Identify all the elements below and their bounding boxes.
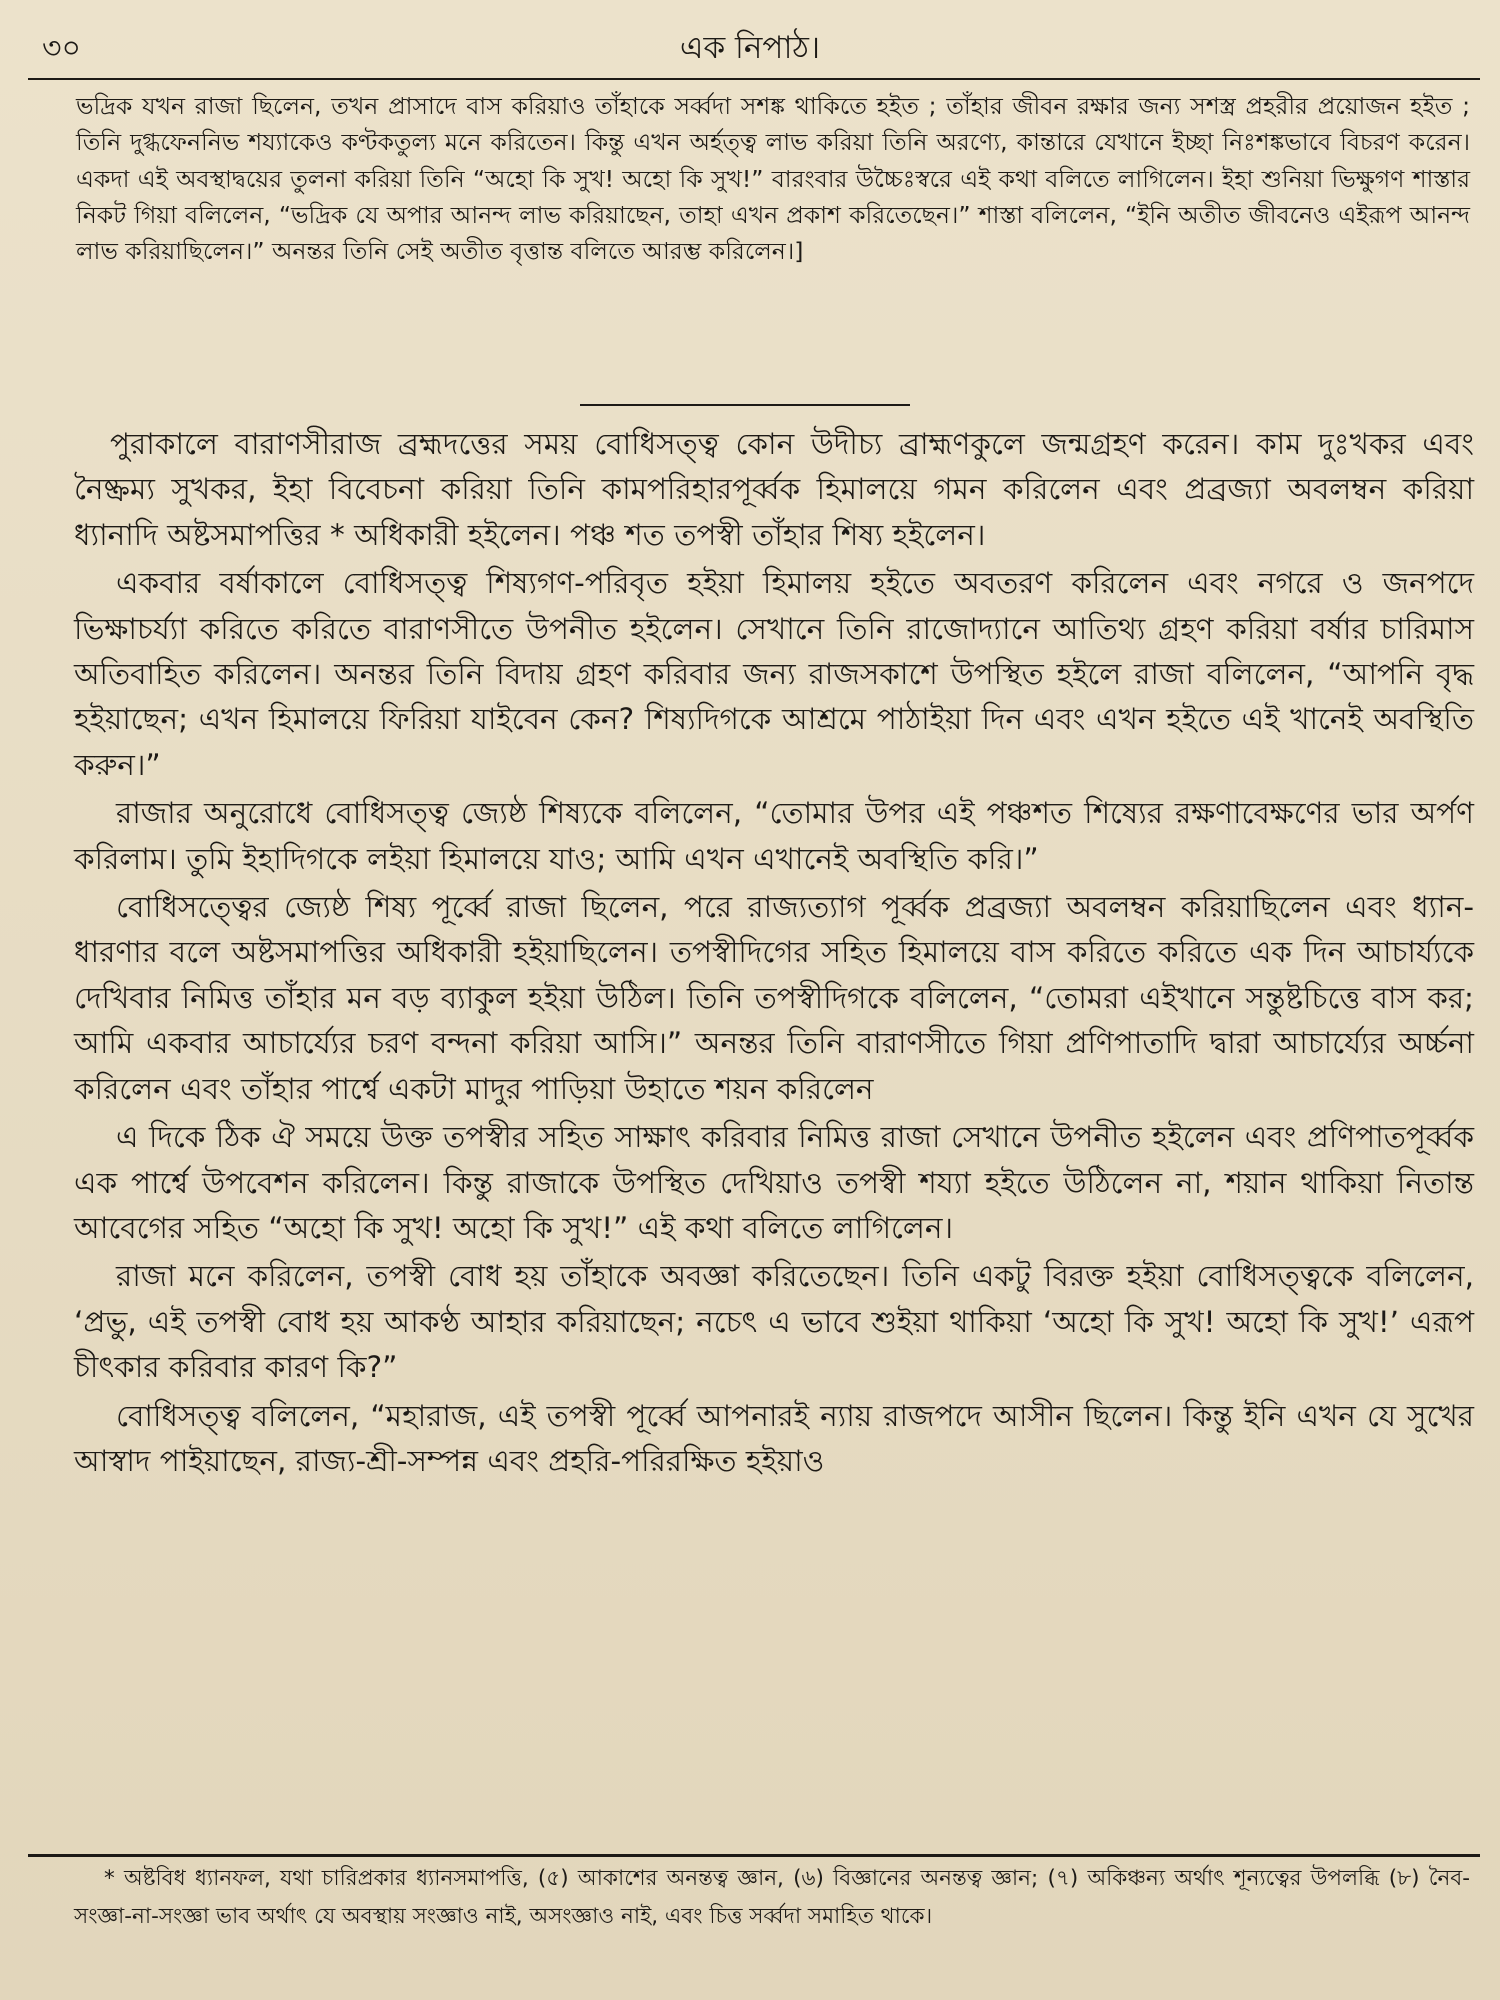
paragraph-4: বোধিসত্ত্বের জ্যেষ্ঠ শিষ্য পূর্ব্বে রাজা ছিলেন, পরে রাজ্যত্যাগ পূর্ব্বক প্রব্রজ্যা অবলম্বন করিয়াছিলেন এবং ধ্যান-ধারণার বলে অষ্টসমাপত্তির অধিকারী হইয়াছিলেন। তপস্বীদিগের সহিত হিমালয়ে বাস করিতে করিতে এক দিন আচার্য্যকে দেখিবার নিমিত্ত তাঁহার মন বড় ব্যাকুল হইয়া উঠিল। তিনি তপস্বীদিগকে বলিলেন, “তোমরা এইখানে সন্তুষ্টচিত্তে বাস কর; আমি একবার আচার্য্যের চরণ বন্দনা করিয়া আসি।” অনন্তর তিনি বারাণসীতে গিয়া প্রণিপাতাদি দ্বারা আচার্য্যের অর্চ্চনা করিলেন এবং তাঁহার পার্শ্বে একটা মাদুর পাড়িয়া উহাতে শয়ন করিলেন	[74, 890, 1474, 1106]
main-text	[74, 422, 1474, 1487]
page-number: ৩০	[42, 31, 82, 66]
header-rule	[28, 78, 1480, 80]
section-separator	[580, 404, 910, 406]
paragraph-6: রাজা মনে করিলেন, তপস্বী বোধ হয় তাঁহাকে অবজ্ঞা করিতেছেন। তিনি একটু বিরক্ত হইয়া বোধিসত্ত্বকে বলিলেন, ‘প্রভু, এই তপস্বী বোধ হয় আকণ্ঠ আহার করিয়াছেন; নচেৎ এ ভাবে শুইয়া থাকিয়া ‘অহো কি সুখ! অহো কি সুখ!’ এরূপ চীৎকার করিবার কারণ কি?”	[74, 1259, 1474, 1385]
running-title: এক নিপাঠ।	[679, 30, 821, 66]
paragraph-5: এ দিকে ঠিক ঐ সময়ে উক্ত তপস্বীর সহিত সাক্ষাৎ করিবার নিমিত্ত রাজা সেখানে উপনীত হইলেন এবং প্রণিপাতপূর্ব্বক এক পার্শ্বে উপবেশন করিলেন। কিন্তু রাজাকে উপস্থিত দেখিয়াও তপস্বী শয্যা হইতে উঠিলেন না, শয়ান থাকিয়া নিতান্ত আবেগের সহিত “অহো কি সুখ! অহো কি সুখ!” এই কথা বলিতে লাগিলেন।	[74, 1120, 1474, 1245]
paragraph-1: পুরাকালে বারাণসীরাজ ব্রহ্মদত্তের সময় বোধিসত্ত্ব কোন উদীচ্য ব্রাহ্মণকুলে জন্মগ্রহণ করেন। কাম দুঃখকর এবং নৈষ্ক্রম্য সুখকর, ইহা বিবেচনা করিয়া তিনি কামপরিহারপূর্ব্বক হিমালয়ে গমন করিলেন এবং প্রব্রজ্যা অবলম্বন করিয়া ধ্যানাদি অষ্টসমাপত্তির * অধিকারী হইলেন। পঞ্চ শত তপস্বী তাঁহার শিষ্য হইলেন।	[74, 427, 1474, 552]
paragraph-3: রাজার অনুরোধে বোধিসত্ত্ব জ্যেষ্ঠ শিষ্যকে বলিলেন, “তোমার উপর এই পঞ্চশত শিষ্যের রক্ষণাবেক্ষণের ভার অর্পণ করিলাম। তুমি ইহাদিগকে লইয়া হিমালয়ে যাও; আমি এখন এখানেই অবস্থিতি করি।”	[74, 796, 1474, 876]
intro-text: ভদ্রিক যখন রাজা ছিলেন, তখন প্রাসাদে বাস করিয়াও তাঁহাকে সর্ব্বদা সশঙ্ক থাকিতে হইত ; তাঁহার জীবন রক্ষার জন্য সশস্ত্র প্রহরীর প্রয়োজন হইত ; তিনি দুগ্ধফেননিভ শয্যাকেও কণ্টকতুল্য মনে করিতেন। কিন্তু এখন অর্হত্ত্ব লাভ করিয়া তিনি অরণ্যে, কান্তারে যেখানে ইচ্ছা নিঃশঙ্কভাবে বিচরণ করেন। একদা এই অবস্থাদ্বয়ের তুলনা করিয়া তিনি “অহো কি সুখ! অহো কি সুখ!” বারংবার উচ্চৈঃস্বরে এই কথা বলিতে লাগিলেন। ইহা শুনিয়া ভিক্ষুগণ শাস্তার নিকট গিয়া বলিলেন, “ভদ্রিক যে অপার আনন্দ লাভ করিয়াছেন, তাহা এখন প্রকাশ করিতেছেন।” শাস্তা বলিলেন, “ইনি অতীত জীবনেও এইরূপ আনন্দ লাভ করিয়াছিলেন।” অনন্তর তিনি সেই অতীত বৃত্তান্ত বলিতে আরম্ভ করিলেন।]	[76, 92, 1470, 266]
intro-paragraph	[76, 88, 1470, 269]
paragraph-2: একবার বর্ষাকালে বোধিসত্ত্ব শিষ্যগণ-পরিবৃত হইয়া হিমালয় হইতে অবতরণ করিলেন এবং নগরে ও জনপদে ভিক্ষাচর্য্যা করিতে করিতে বারাণসীতে উপনীত হইলেন। সেখানে তিনি রাজোদ্যানে আতিথ্য গ্রহণ করিয়া বর্ষার চারিমাস অতিবাহিত করিলেন। অনন্তর তিনি বিদায় গ্রহণ করিবার জন্য রাজসকাশে উপস্থিত হইলে রাজা বলিলেন, “আপনি বৃদ্ধ হইয়াছেন; এখন হিমালয়ে ফিরিয়া যাইবেন কেন? শিষ্যদিগকে আশ্রমে পাঠাইয়া দিন এবং এখন হইতে এই খানেই অবস্থিতি করুন।”	[74, 566, 1474, 782]
footnote	[74, 1860, 1470, 1936]
page-header	[28, 14, 1472, 64]
paragraph-7: বোধিসত্ত্ব বলিলেন, “মহারাজ, এই তপস্বী পূর্ব্বে আপনারই ন্যায় রাজপদে আসীন ছিলেন। কিন্তু ইনি এখন যে সুখের আস্বাদ পাইয়াছেন, রাজ্য-শ্রী-সম্পন্ন এবং প্রহরি-পরিরক্ষিত হইয়াও	[74, 1398, 1474, 1478]
footnote-text: * অষ্টবিধ ধ্যানফল, যথা চারিপ্রকার ধ্যানসমাপত্তি, (৫) আকাশের অনন্তত্ব জ্ঞান, (৬) বিজ্ঞানের অনন্তত্ব জ্ঞান; (৭) অকিঞ্চন্য অর্থাৎ শূন্যত্বের উপলব্ধি (৮) নৈব-সংজ্ঞা-না-সংজ্ঞা ভাব অর্থাৎ যে অবস্থায় সংজ্ঞাও নাই, অসংজ্ঞাও নাই, এবং চিত্ত সর্ব্বদা সমাহিত থাকে।	[74, 1866, 1470, 1929]
footnote-rule	[28, 1854, 1480, 1857]
